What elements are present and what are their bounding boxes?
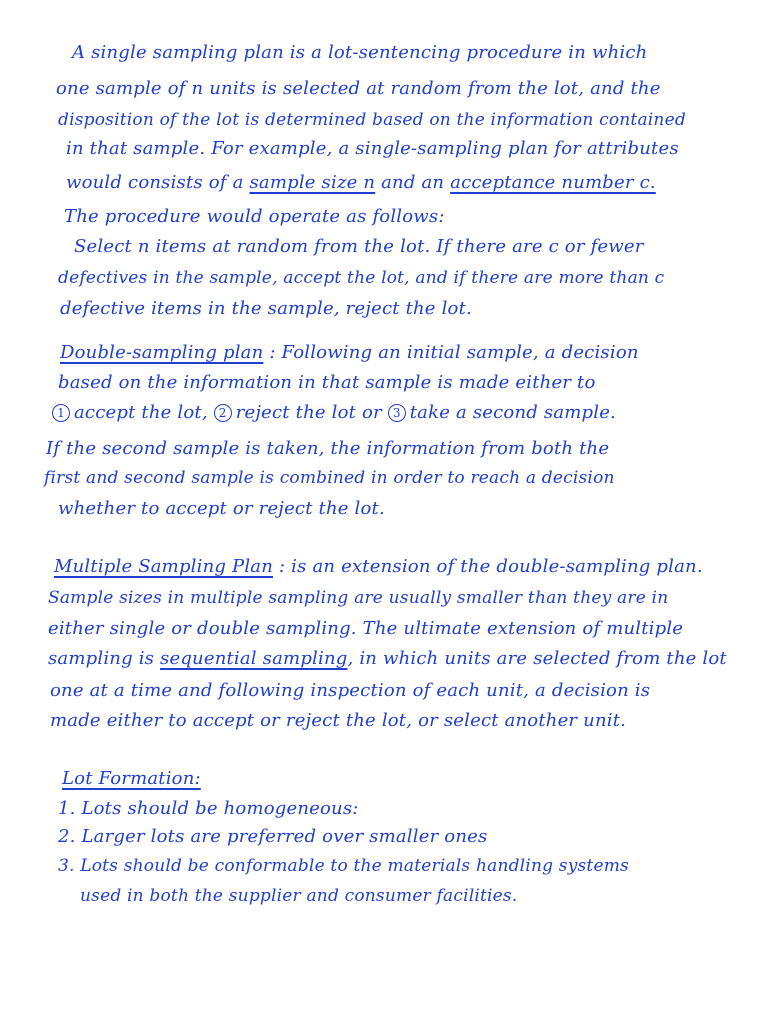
multiple-line-4-start: sampling is xyxy=(48,648,155,669)
lot-item-1: 1. Lots should be homogeneous: xyxy=(58,798,359,819)
lot-item-2: 2. Larger lots are preferred over smaller ones xyxy=(58,826,488,847)
multiple-line-3: either single or double sampling. The ultimate extension of multiple xyxy=(48,618,684,639)
double-line-2: based on the information in that sample is made either to xyxy=(58,372,596,393)
single-line-4: in that sample. For example, a single-sampling plan for attributes xyxy=(66,138,679,159)
double-line-1 xyxy=(60,344,639,362)
single-line-1: A single sampling plan is a lot-sentencing procedure in which xyxy=(72,42,648,63)
option-3-text: take a second sample. xyxy=(409,402,616,423)
multiple-line-2: Sample sizes in multiple sampling are usually smaller than they are in xyxy=(48,588,669,608)
option-1-text: accept the lot, xyxy=(74,402,208,423)
multiple-line-5: one at a time and following inspection of each unit, a decision is xyxy=(50,680,651,701)
sequential-sampling-term: sequential sampling xyxy=(160,648,348,669)
option-3-circle: 3 xyxy=(388,404,406,422)
lot-item-3-continued: used in both the supplier and consumer facilities. xyxy=(80,886,518,906)
option-2-text: reject the lot or xyxy=(235,402,382,423)
procedure-line-4: defective items in the sample, reject the lot. xyxy=(60,298,472,319)
procedure-line-2: Select n items at random from the lot. If there are c or fewer xyxy=(74,236,644,257)
single-line-3: disposition of the lot is determined based on the information contained xyxy=(58,110,686,130)
sample-size-term: sample size n xyxy=(249,172,376,193)
single-line-5 xyxy=(66,174,656,192)
single-line-5-mid: and an xyxy=(381,172,445,193)
double-line-5: first and second sample is combined in order to reach a decision xyxy=(44,468,615,488)
double-line-6: whether to accept or reject the lot. xyxy=(58,498,385,519)
lot-formation-heading: Lot Formation: xyxy=(62,768,201,789)
multiple-line-4-end: , in which units are selected from the lot xyxy=(347,648,727,669)
single-line-2: one sample of n units is selected at random from the lot, and the xyxy=(56,78,661,99)
multiple-sampling-heading: Multiple Sampling Plan xyxy=(54,556,274,577)
lot-item-3: 3. Lots should be conformable to the materials handling systems xyxy=(58,856,629,876)
option-2-circle: 2 xyxy=(214,404,232,422)
option-1-circle: 1 xyxy=(52,404,70,422)
double-options-line xyxy=(52,404,616,422)
acceptance-number-term: acceptance number c. xyxy=(450,172,656,193)
procedure-line-3: defectives in the sample, accept the lot, and if there are more than c xyxy=(58,268,665,288)
multiple-line-4 xyxy=(48,650,727,668)
multiple-line-1 xyxy=(54,558,703,576)
double-sampling-heading: Double-sampling plan xyxy=(60,342,264,363)
procedure-line-1: The procedure would operate as follows: xyxy=(64,206,445,227)
double-line-4: If the second sample is taken, the information from both the xyxy=(46,438,610,459)
multiple-line-6: made either to accept or reject the lot, or select another unit. xyxy=(50,710,627,731)
double-line-1-rest: : Following an initial sample, a decision xyxy=(269,342,639,363)
single-line-5-start: would consists of a xyxy=(66,172,244,193)
multiple-line-1-rest: : is an extension of the double-sampling plan. xyxy=(278,556,703,577)
